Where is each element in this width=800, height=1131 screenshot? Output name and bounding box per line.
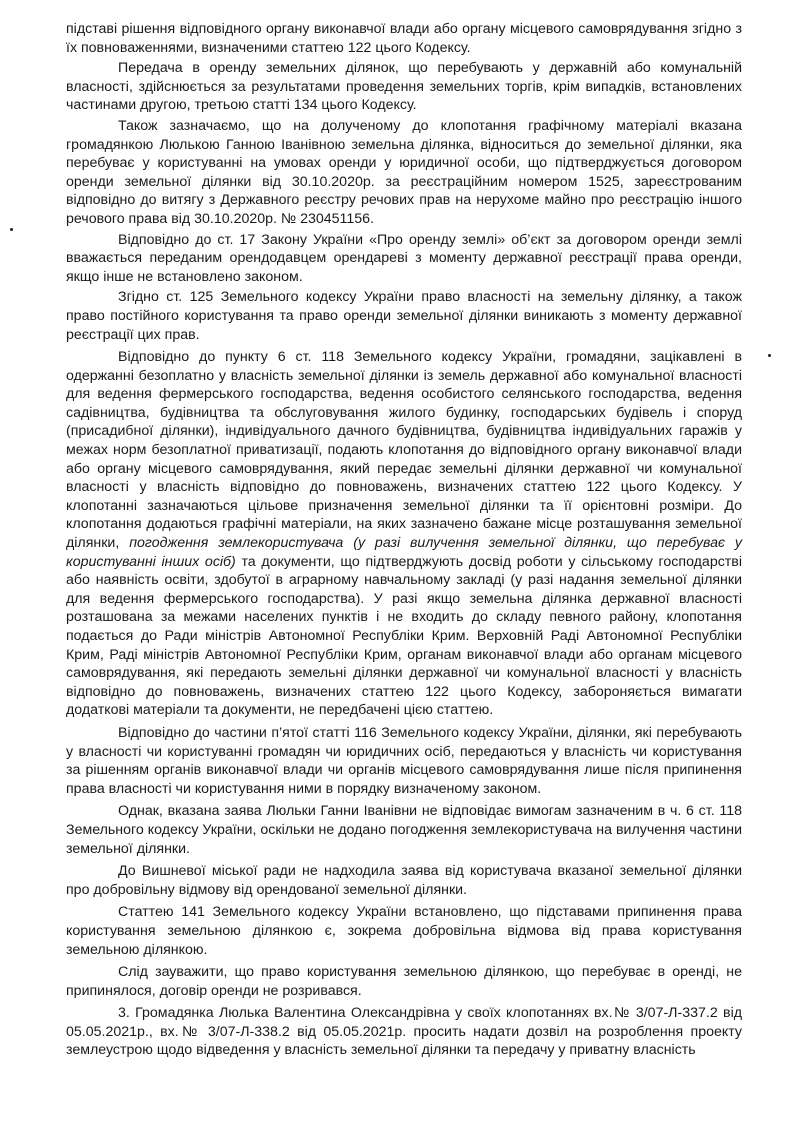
paragraph-application-noncompliance: Однак, вказана заява Люльки Ганни Іванівни не відповідає вимогам зазначеним в ч. 6 ст. 118 Земельного кодексу України, оскільки не додано погодження землекористувача на вилучення частини земельної ділянки. <box>66 803 742 857</box>
paragraph-art141: Статтею 141 Земельного кодексу України встановлено, що підставами припинення права користування земельною ділянкою є, зокрема добровільна відмова від права користування земельною ділянкою. <box>66 904 742 958</box>
paragraph-art118-italic: погодження землекористувача (у разі вилучення земельної ділянки, що перебуває у користуванні інших осіб) <box>66 535 742 570</box>
paragraph-lease-law-art17: Відповідно до ст. 17 Закону України «Про оренду землі» об’єкт за договором оренди землі вважається переданим орендодавцем орендареві з моменту державної реєстрації права оренди, якщо інше не встановлено законом. <box>66 231 742 285</box>
paragraph-lease-transfer: Передача в оренду земельних ділянок, що перебувають у державній або комунальній власності, здійснюється за результатами проведення земельних торгів, крім випадків, встановлених частинами другою, третьою статті 134 цього Кодексу. <box>66 60 742 114</box>
paragraph-art116: Відповідно до частини п’ятої статті 116 Земельного кодексу України, ділянки, які перебувають у власності чи користуванні громадян чи юридичних осіб, передаються у власність чи користування за рішенням органів виконавчої влади чи органів місцевого самоврядування лише після припинення права власності чи користування ними в порядку визначеному законом. <box>66 724 742 797</box>
paragraph-art118-part1: Відповідно до пункту 6 ст. 118 Земельного кодексу України, громадяни, зацікавлені в одержанні безоплатно у власність земельної ділянки із земель державної або комунальної власності для ведення фермерського господарства, ведення особистого селянського господарства, ведення садівництва, будівництва та обслуговування жилого будинку, господарських будівель і споруд (присадибної ділянки), індивідуального дачного будівництва, будівництва індивідуальних гаражів у межах норм безоплатної приватизації, подають клопотання до відповідного органу виконавчої влади або органу місцевого самоврядування, який передає земельні ділянки державної чи комунальної власності у власність відповідно до повноважень, визначених статтею 122 цього Кодексу. У клопотанні зазначаються цільове призначення земельної ділянки та її орієнтовні розміри. До клопотання додаються графічні матеріали, на яких зазначено бажане місце розташування земельної ділянки, <box>66 349 742 552</box>
scan-speck <box>768 354 771 357</box>
paragraph-art125: Згідно ст. 125 Земельного кодексу України право власності на земельну ділянку, а також право постійного користування та право оренди земельної ділянки виникають з моменту державної реєстрації цих прав. <box>66 289 742 343</box>
scan-speck <box>10 228 13 231</box>
paragraph-art118-part2: та документи, що підтверджують досвід роботи у сільському господарстві або наявність освіти, здобутої в аграрному навчальному закладі (у разі надання земельної ділянки для ведення фермерського господарства). У разі якщо земельна ділянка державної власності розташована за межами населених пунктів і не входить до складу певного району, клопотання подається до Ради міністрів Автономної Республіки Крим. Верховній Раді Автономної Республіки Крим, Раді міністрів Автономної Республіки Крим, органам виконавчої влади або органам місцевого самоврядування, які передають земельні ділянки державної чи комунальної власності у власність відповідно до повноважень, визначених статтею 122 цього Кодексу, забороняється вимагати додаткові матеріали та документи, не передбачені цією статтею. <box>66 553 742 719</box>
paragraph-graphic-material: Також зазначаємо, що на долученому до клопотання графічному матеріалі вказана громадянкою Люлькою Ганною Іванівною земельна ділянка, відноситься до земельної ділянки, яка перебуває у користуванні на умовах оренди у юридичної особи, що підтверджується договором оренди земельної ділянки від 30.10.2020р. за реєстраційним номером 1525, зареєстрованим відповідно до витягу з Державного реєстру речових прав на нерухоме майно про реєстрацію іншого речового права від 30.10.2020р. № 230451156. <box>66 117 742 227</box>
paragraph-art118 <box>66 348 742 720</box>
paragraph-continuation: підставі рішення відповідного органу виконавчої влади або органу місцевого самоврядування згідно з їх повноваженнями, визначеними статтею 122 цього Кодексу. <box>66 21 742 56</box>
paragraph-lease-not-terminated: Слід зауважити, що право користування земельною ділянкою, що перебуває в оренді, не припинялося, договір оренди не розривався. <box>66 964 742 999</box>
paragraph-item-3: 3. Громадянка Люлька Валентина Олександрівна у своїх клопотаннях вх.№ 3/07-Л-337.2 від 05.05.2021р., вх.№ 3/07-Л-338.2 від 05.05.2021р. просить надати дозвіл на розроблення проекту землеустрою щодо відведення у власність земельної ділянки та передачу у приватну власність <box>66 1005 742 1059</box>
paragraph-no-refusal: До Вишневої міської ради не надходила заява від користувача вказаної земельної ділянки про добровільну відмову від орендованої земельної ділянки. <box>66 863 742 898</box>
